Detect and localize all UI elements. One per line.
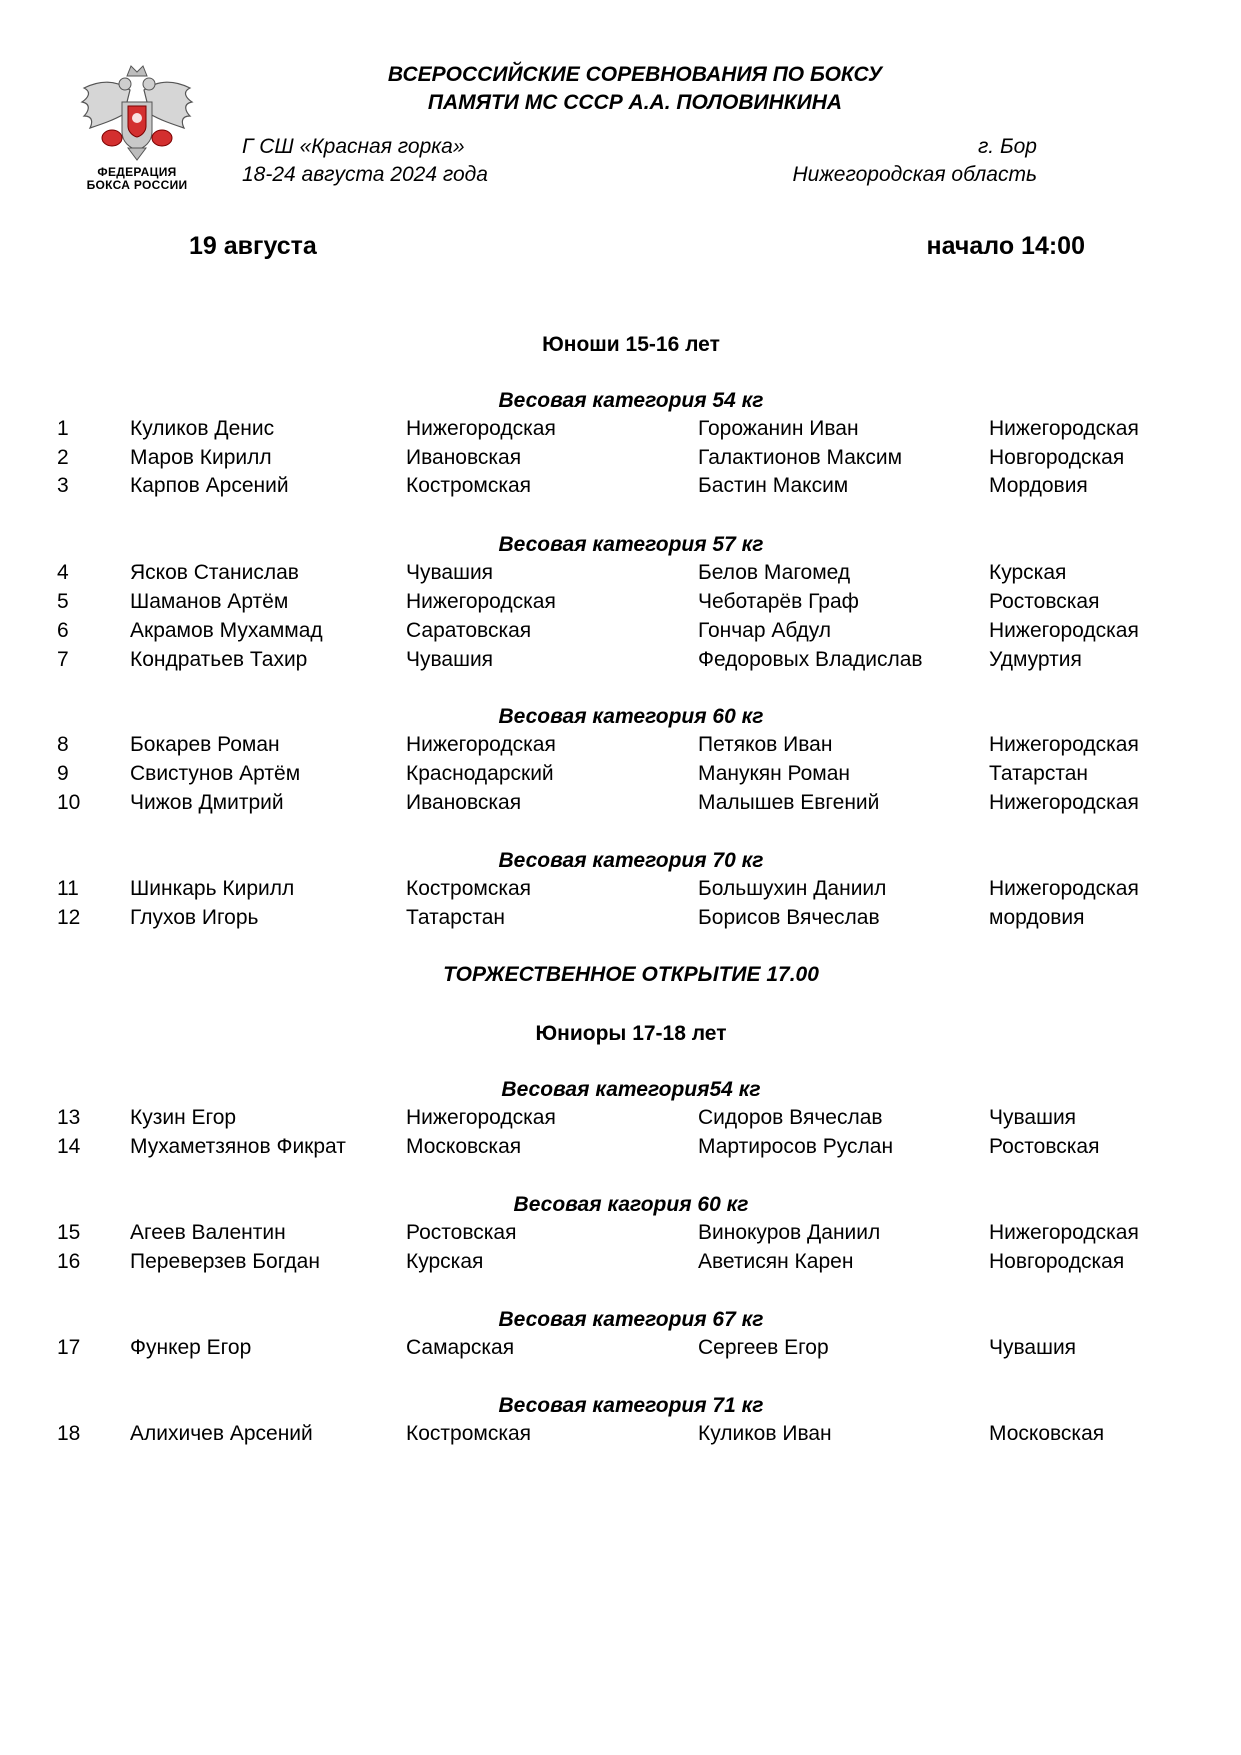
blue-corner-name: Петяков Иван [698, 733, 833, 756]
session-start-time: начало 14:00 [926, 232, 1085, 260]
bout-row [0, 789, 1241, 817]
blue-corner-name: Малышев Евгений [698, 791, 880, 814]
venue-dates: 18-24 августа 2024 года [242, 163, 488, 186]
venue-city: г. Бор [977, 135, 1037, 158]
blue-corner-region: Нижегородская [989, 877, 1139, 900]
red-corner-name: Агеев Валентин [130, 1221, 286, 1244]
red-corner-name: Акрамов Мухаммад [130, 619, 323, 642]
bout-number: 1 [57, 417, 69, 440]
blue-corner-name: Сергеев Егор [698, 1336, 829, 1359]
red-corner-region: Нижегородская [406, 417, 556, 440]
blue-corner-region: Нижегородская [989, 1221, 1139, 1244]
bout-number: 16 [57, 1250, 81, 1273]
red-corner-name: Чижов Дмитрий [130, 791, 284, 814]
bout-row [0, 588, 1241, 616]
red-corner-name: Шинкарь Кирилл [130, 877, 295, 900]
bout-number: 4 [57, 561, 69, 584]
bout-row [0, 472, 1241, 500]
red-corner-region: Чувашия [406, 561, 494, 584]
bout-number: 8 [57, 733, 69, 756]
logo-caption-line1: ФЕДЕРАЦИЯ [97, 165, 177, 179]
group-title-seniors: Юниоры 17-18 лет [535, 1022, 727, 1045]
weight-category-57: Весовая категория 57 кг [498, 533, 764, 556]
blue-corner-name: Большухин Даниил [698, 877, 887, 900]
bout-number: 3 [57, 474, 69, 497]
blue-corner-region: Курская [989, 561, 1067, 584]
blue-corner-region: Нижегородская [989, 417, 1139, 440]
group-title-juniors: Юноши 15-16 лет [542, 333, 720, 356]
red-corner-region: Саратовская [406, 619, 532, 642]
blue-corner-name: Горожанин Иван [698, 417, 859, 440]
bout-row [0, 1133, 1241, 1161]
red-corner-name: Ясков Станислав [130, 561, 299, 584]
blue-corner-name: Борисов Вячеслав [698, 906, 880, 929]
double-headed-eagle-icon [78, 62, 196, 162]
red-corner-region: Ивановская [406, 446, 522, 469]
weight-category-54: Весовая категория54 кг [501, 1078, 761, 1101]
bout-row [0, 1248, 1241, 1276]
bout-row [0, 559, 1241, 587]
bout-row [0, 875, 1241, 903]
weight-category-60: Весовая категория 60 кг [498, 705, 764, 728]
red-corner-region: Московская [406, 1135, 522, 1158]
red-corner-region: Татарстан [406, 906, 506, 929]
venue-place: Г СШ «Красная горка» [242, 135, 465, 158]
red-corner-name: Переверзев Богдан [130, 1250, 320, 1273]
blue-corner-region: Ростовская [989, 590, 1100, 613]
bout-row [0, 904, 1241, 932]
blue-corner-name: Аветисян Карен [698, 1250, 854, 1273]
red-corner-name: Куликов Денис [130, 417, 275, 440]
blue-corner-name: Чеботарёв Граф [698, 590, 859, 613]
blue-corner-name: Сидоров Вячеслав [698, 1106, 883, 1129]
bout-row [0, 617, 1241, 645]
blue-corner-name: Федоровых Владислав [698, 648, 923, 671]
bout-row [0, 1219, 1241, 1247]
blue-corner-region: Новгородская [989, 446, 1125, 469]
blue-corner-name: Белов Магомед [698, 561, 851, 584]
bout-row [0, 415, 1241, 443]
bout-number: 11 [57, 877, 79, 900]
blue-corner-region: Нижегородская [989, 733, 1139, 756]
red-corner-name: Алихичев Арсений [130, 1422, 313, 1445]
blue-corner-region: Удмуртия [989, 648, 1082, 671]
red-corner-name: Глухов Игорь [130, 906, 259, 929]
red-corner-region: Самарская [406, 1336, 515, 1359]
bout-row [0, 646, 1241, 674]
red-corner-region: Нижегородская [406, 1106, 556, 1129]
bout-number: 6 [57, 619, 69, 642]
red-corner-name: Кондратьев Тахир [130, 648, 308, 671]
weight-category-60: Весовая кагория 60 кг [513, 1193, 749, 1216]
weight-category-67: Весовая категория 67 кг [498, 1308, 764, 1331]
weight-category-71: Весовая категория 71 кг [498, 1394, 764, 1417]
blue-corner-region: Мордовия [989, 474, 1088, 497]
red-corner-region: Костромская [406, 1422, 532, 1445]
venue-region: Нижегородская область [792, 163, 1037, 186]
red-corner-name: Функер Егор [130, 1336, 252, 1359]
red-corner-region: Костромская [406, 877, 532, 900]
bout-number: 13 [57, 1106, 81, 1129]
weight-category-54: Весовая категория 54 кг [498, 389, 764, 412]
bout-row [0, 1334, 1241, 1362]
red-corner-name: Карпов Арсений [130, 474, 289, 497]
blue-corner-name: Бастин Максим [698, 474, 849, 497]
red-corner-name: Шаманов Артём [130, 590, 289, 613]
blue-corner-name: Винокуров Даниил [698, 1221, 881, 1244]
red-corner-name: Кузин Егор [130, 1106, 237, 1129]
bout-number: 9 [57, 762, 69, 785]
blue-corner-name: Мартиросов Руслан [698, 1135, 894, 1158]
red-corner-region: Курская [406, 1250, 484, 1273]
red-corner-region: Краснодарский [406, 762, 554, 785]
blue-corner-region: Ростовская [989, 1135, 1100, 1158]
red-corner-name: Свистунов Артём [130, 762, 301, 785]
bout-number: 7 [57, 648, 69, 671]
red-corner-region: Нижегородская [406, 733, 556, 756]
red-corner-region: Нижегородская [406, 590, 556, 613]
weight-category-70: Весовая категория 70 кг [498, 849, 764, 872]
blue-corner-name: Гончар Абдул [698, 619, 832, 642]
bout-row [0, 444, 1241, 472]
blue-corner-region: Чувашия [989, 1336, 1077, 1359]
red-corner-region: Чувашия [406, 648, 494, 671]
blue-corner-name: Галактионов Максим [698, 446, 903, 469]
opening-ceremony: ТОРЖЕСТВЕННОЕ ОТКРЫТИЕ 17.00 [443, 963, 819, 986]
blue-corner-name: Манукян Роман [698, 762, 850, 785]
bout-number: 2 [57, 446, 69, 469]
red-corner-region: Костромская [406, 474, 532, 497]
red-corner-name: Мухаметзянов Фикрат [130, 1135, 346, 1158]
red-corner-region: Ивановская [406, 791, 522, 814]
bout-number: 12 [57, 906, 81, 929]
bout-number: 14 [57, 1135, 81, 1158]
bout-number: 10 [57, 791, 81, 814]
blue-corner-name: Куликов Иван [698, 1422, 832, 1445]
bout-number: 17 [57, 1336, 81, 1359]
bout-row [0, 1104, 1241, 1132]
logo-caption-line2: БОКСА РОССИИ [86, 178, 188, 192]
red-corner-name: Маров Кирилл [130, 446, 272, 469]
document-title-line1: ВСЕРОССИЙСКИЕ СОРЕВНОВАНИЯ ПО БОКСУ [387, 63, 883, 86]
bout-number: 15 [57, 1221, 81, 1244]
blue-corner-region: Чувашия [989, 1106, 1077, 1129]
blue-corner-region: Новгородская [989, 1250, 1125, 1273]
bout-row [0, 731, 1241, 759]
blue-corner-region: Московская [989, 1422, 1105, 1445]
session-date: 19 августа [189, 232, 317, 260]
blue-corner-region: мордовия [989, 906, 1085, 929]
document-title-line2: ПАМЯТИ МС СССР А.А. ПОЛОВИНКИНА [427, 91, 843, 114]
red-corner-name: Бокарев Роман [130, 733, 280, 756]
blue-corner-region: Нижегородская [989, 791, 1139, 814]
bout-number: 18 [57, 1422, 81, 1445]
bout-row [0, 1420, 1241, 1448]
blue-corner-region: Нижегородская [989, 619, 1139, 642]
blue-corner-region: Татарстан [989, 762, 1089, 785]
red-corner-region: Ростовская [406, 1221, 517, 1244]
bout-row [0, 760, 1241, 788]
bout-number: 5 [57, 590, 69, 613]
